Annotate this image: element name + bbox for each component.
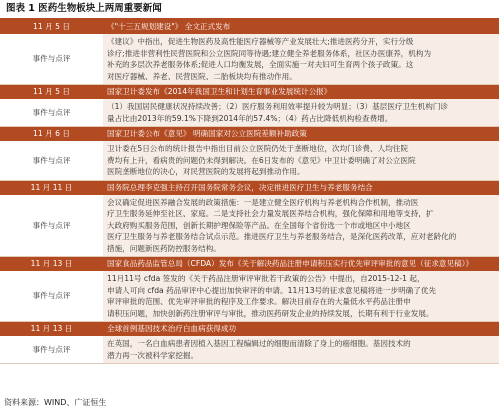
news-body-row	[0, 195, 499, 257]
news-body-row	[0, 336, 499, 364]
news-body-row	[0, 34, 499, 85]
commentary-line: 量占比由2013年的59.1%下降到2014年的57.4%；（4）药占比降低机构检查费增。	[107, 113, 393, 123]
news-header-row	[0, 127, 499, 142]
event-comment-label: 事件与点评	[0, 271, 103, 322]
news-headline: 国务院总理李克强主持召开国务院常务会议，决定推进医疗卫生与养老服务结合	[103, 180, 499, 195]
news-headline: 国家卫计委发布《2014年我国卫生和计划生育事业发展统计公报》	[103, 85, 499, 100]
news-date: 11 月 13 日	[0, 322, 103, 337]
commentary-line: 医疗卫生服务与养老服务结合试点示范。推进医疗卫生与养老服务结合，是深化医药改革，应对老龄化的	[107, 232, 457, 241]
figure-title: 图表 1 医药生物板块上两周重要新闻	[0, 0, 499, 20]
news-header-row	[0, 322, 499, 337]
commentary-line: 补充的多层次养老服务体系;促进人口均衡发展，全面实施一对夫妇可生育两个孩子政策。这	[107, 60, 414, 69]
news-commentary	[103, 99, 499, 127]
commentary-line: （1）我国居民健康状况持续改善；（2）医疗服务利用效率提升较为明显；（3）基层医疗卫生机构门诊	[107, 102, 449, 111]
news-commentary	[103, 34, 499, 85]
news-header-row	[0, 85, 499, 100]
commentary-line: 在英国，一名白血病患者因植入基因工程编辑过的细胞而清除了身上的癌细胞。基因技术的	[107, 339, 411, 348]
news-headline: 国家卫计委公布《意见》 明确国家对公立医院差额补助政策	[103, 127, 499, 142]
commentary-line: 会议确定促进医养融合发展的政策措施：一是建立健全医疗机构与养老机构合作机制，推动医	[107, 197, 419, 207]
commentary-line: 审评审批的范围、优先审评审批的程序及工作要求。解决目前存在的大量低水平药品注册申	[107, 297, 411, 306]
news-headline: 全球首例基因技术治疗白血病获得成功	[103, 322, 499, 337]
commentary-line: 医院垄断地位的决心，对民营医院的发展将起到推动作用。	[107, 167, 305, 176]
news-body-row	[0, 99, 499, 127]
source-note: 资料来源：WIND、广证恒生	[4, 398, 107, 407]
news-date: 11 月 6 日	[0, 127, 103, 142]
news-commentary	[103, 336, 499, 364]
news-commentary	[103, 141, 499, 180]
news-date: 11 月 13 日	[0, 257, 103, 272]
news-header-row	[0, 180, 499, 195]
commentary-line: 请积压问题，加快创新药注册审评与审批，推动医药研发企业的持续发展，长期有利于行业发展。	[107, 308, 434, 318]
event-comment-label: 事件与点评	[0, 141, 103, 180]
commentary-line: 卫计委在5日公布的统计报告中指出目前公立医院仍处于垄断地位，次均门诊费、人均住院	[107, 144, 408, 153]
news-date: 11 月 5 日	[0, 85, 103, 100]
news-body-row	[0, 271, 499, 322]
news-commentary	[103, 271, 499, 322]
event-comment-label: 事件与点评	[0, 99, 103, 127]
commentary-line: 诊疗;推进非营利性民营医院和公立医院同等待遇;建立健全养老服务体系，社区办医康养，机构为	[107, 48, 432, 58]
news-header-row	[0, 257, 499, 272]
news-table-body	[0, 20, 499, 364]
commentary-line: 对医疗器械、养老、民营医院、二胎板块均有推动作用。	[107, 71, 297, 81]
news-headline: 《"十三五规划建设"》 全文正式发布	[103, 20, 499, 34]
commentary-line: 疗卫生服务延伸至社区、家庭。二是支持社会力量发展医养结合机构，强化保障和用地等支持，扩	[107, 209, 434, 218]
news-date: 11 月 5 日	[0, 20, 103, 34]
news-date: 11 月 11 日	[0, 180, 103, 195]
commentary-line: 《建议》中指出，促进生物医药及高性能医疗器械等产业发展壮大;推进医药分开，实行分级	[107, 37, 414, 46]
news-table	[0, 20, 499, 364]
commentary-line: 费均有上升，看病贵的问题仍未得到解决。在6日发布的《意见》中卫计委明确了对公立医院	[107, 155, 416, 165]
commentary-line: 措施，问题新医药防控服务结构。	[107, 243, 221, 253]
event-comment-label: 事件与点评	[0, 336, 103, 364]
commentary-line: 大政府购买服务范围，创新长期护理保险等产品。在全国每个省份选一个市或地区中小地区	[107, 220, 411, 230]
news-commentary	[103, 195, 499, 257]
news-headline: 国家食品药品监管总局（CFDA）发布《关于解决药品注册申请积压实行优先审评审批的意见（征求意见稿）》	[103, 257, 499, 272]
news-body-row	[0, 141, 499, 180]
commentary-line: 申请人可向 cfda 药品审评中心提出加快审评的申请。11月13号的征求意见稿将进一步明确了优先	[107, 285, 437, 295]
event-comment-label: 事件与点评	[0, 34, 103, 85]
news-header-row	[0, 20, 499, 34]
commentary-line: 潜力再一次被科学家挖掘。	[107, 350, 199, 360]
commentary-line: 11月11号 cfda 签发的《关于药品注册审评审批若干政策的公告》中提出，自2015-12-1 起，	[107, 274, 425, 283]
event-comment-label: 事件与点评	[0, 195, 103, 257]
